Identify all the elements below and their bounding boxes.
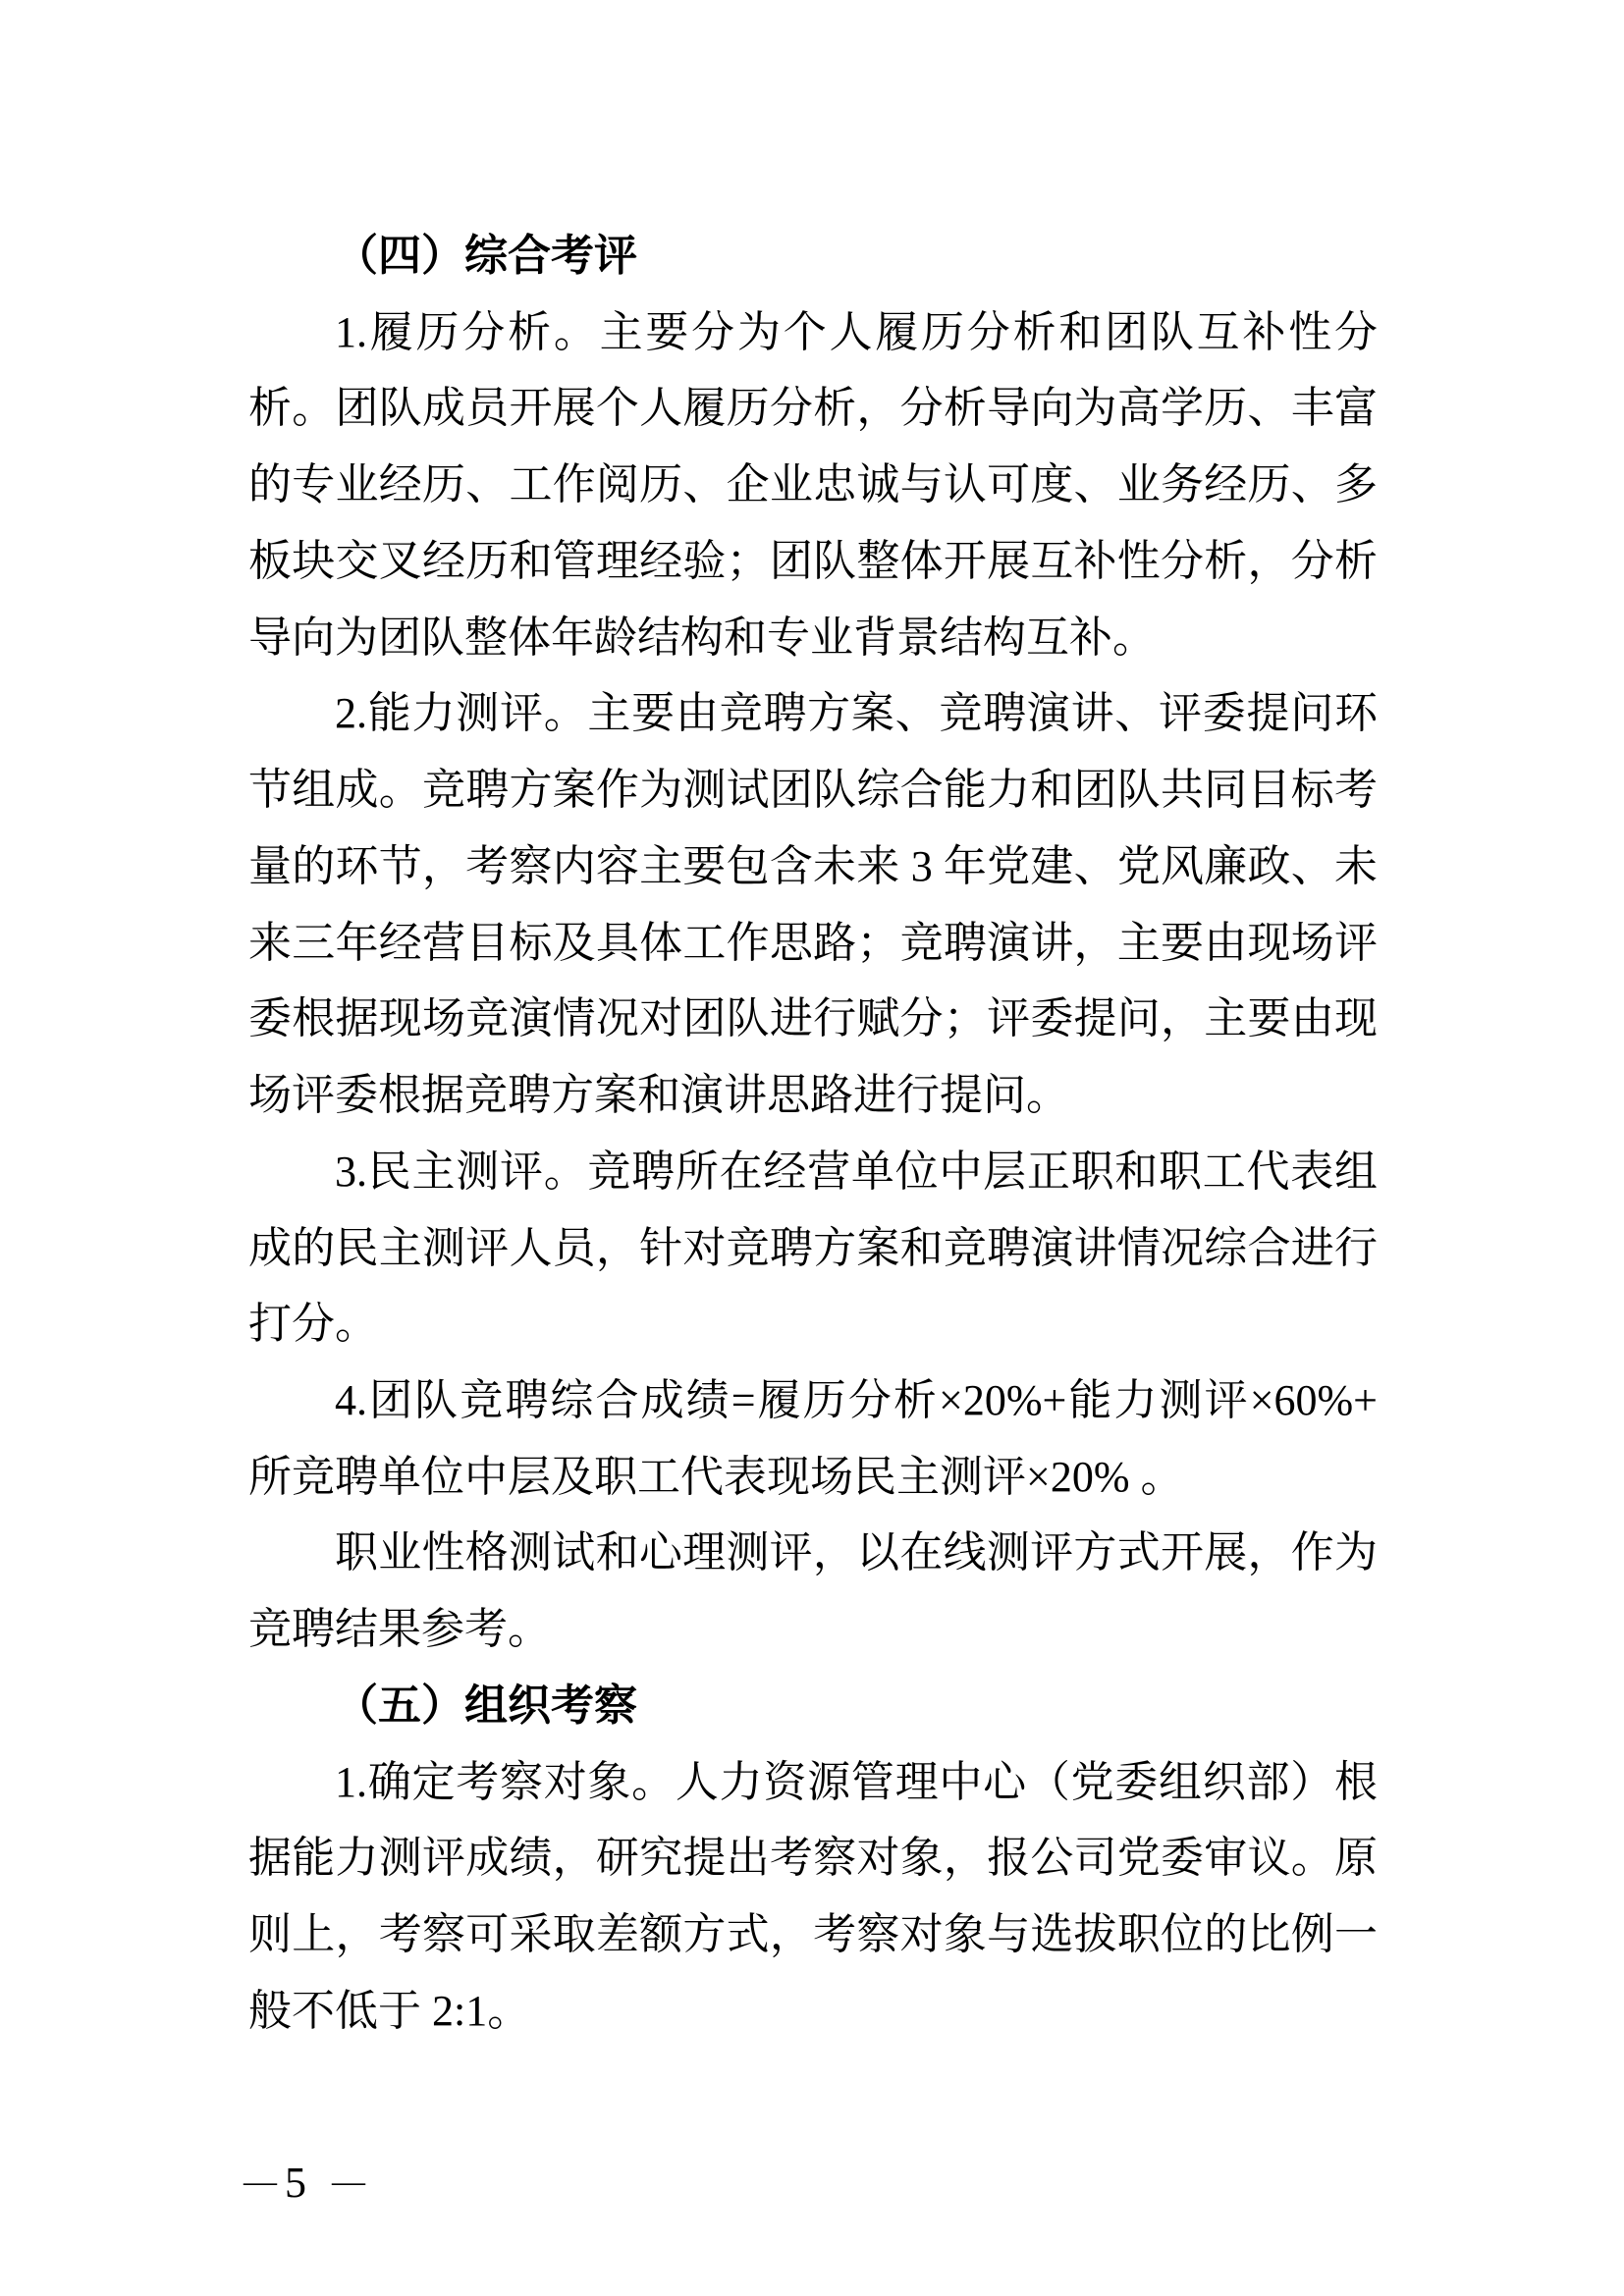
paragraph-democratic-evaluation-line: 打分。 <box>248 1300 378 1349</box>
paragraph-score-formula-line: 4.团队竞聘综合成绩=履历分析×20%+能力测评×60%+ <box>335 1376 1378 1425</box>
footer-right-dash: — <box>332 2163 365 2200</box>
paragraph-ability-test-line: 来三年经营目标及具体工作思路；竞聘演讲，主要由现场评 <box>248 918 1378 967</box>
page-footer <box>244 2153 365 2213</box>
section-heading-comprehensive-evaluation: （四）综合考评 <box>335 232 637 280</box>
paragraph-resume-analysis-line: 导向为团队整体年龄结构和专业背景结构互补。 <box>248 613 1156 662</box>
paragraph-personality-test-line: 职业性格测试和心理测评，以在线测评方式开展，作为 <box>335 1528 1378 1577</box>
paragraph-score-formula-line: 所竞聘单位中层及职工代表现场民主测评×20% 。 <box>248 1452 1184 1501</box>
paragraph-ability-test-line: 场评委根据竞聘方案和演讲思路进行提问。 <box>248 1071 1069 1120</box>
footer-left-dash: — <box>244 2163 277 2200</box>
paragraph-inspection-targets-line: 据能力测评成绩，研究提出考察对象，报公司党委审议。原 <box>248 1834 1378 1883</box>
paragraph-resume-analysis-line: 板块交叉经历和管理经验；团队整体开展互补性分析，分析 <box>248 536 1378 585</box>
page-number: 5 <box>285 2159 306 2207</box>
paragraph-resume-analysis-line: 的专业经历、工作阅历、企业忠诚与认可度、业务经历、多 <box>248 460 1378 509</box>
paragraph-inspection-targets-line: 则上，考察可采取差额方式，考察对象与选拔职位的比例一 <box>248 1910 1378 1959</box>
paragraph-ability-test-line: 2.能力测评。主要由竞聘方案、竞聘演讲、评委提问环 <box>335 689 1378 738</box>
paragraph-resume-analysis-line: 析。团队成员开展个人履历分析，分析导向为高学历、丰富 <box>248 384 1378 433</box>
paragraph-resume-analysis-line: 1.履历分析。主要分为个人履历分析和团队互补性分 <box>335 307 1378 356</box>
paragraph-democratic-evaluation-line: 3.民主测评。竞聘所在经营单位中层正职和职工代表组 <box>335 1147 1378 1196</box>
paragraph-inspection-targets-line: 般不低于 2:1。 <box>248 1986 531 2035</box>
paragraph-inspection-targets-line: 1.确定考察对象。人力资源管理中心（党委组织部）根 <box>335 1757 1378 1806</box>
section-heading-organizational-inspection: （五）组织考察 <box>335 1681 637 1730</box>
paragraph-ability-test-line: 节组成。竞聘方案作为测试团队综合能力和团队共同目标考 <box>248 766 1378 815</box>
document-body <box>248 218 1378 2050</box>
paragraph-democratic-evaluation-line: 成的民主测评人员，针对竞聘方案和竞聘演讲情况综合进行 <box>248 1223 1378 1272</box>
paragraph-ability-test-line: 量的环节，考察内容主要包含未来 3 年党建、党风廉政、未 <box>248 841 1378 890</box>
paragraph-personality-test-line: 竞聘结果参考。 <box>248 1605 551 1654</box>
paragraph-ability-test-line: 委根据现场竞演情况对团队进行赋分；评委提问，主要由现 <box>248 994 1378 1043</box>
